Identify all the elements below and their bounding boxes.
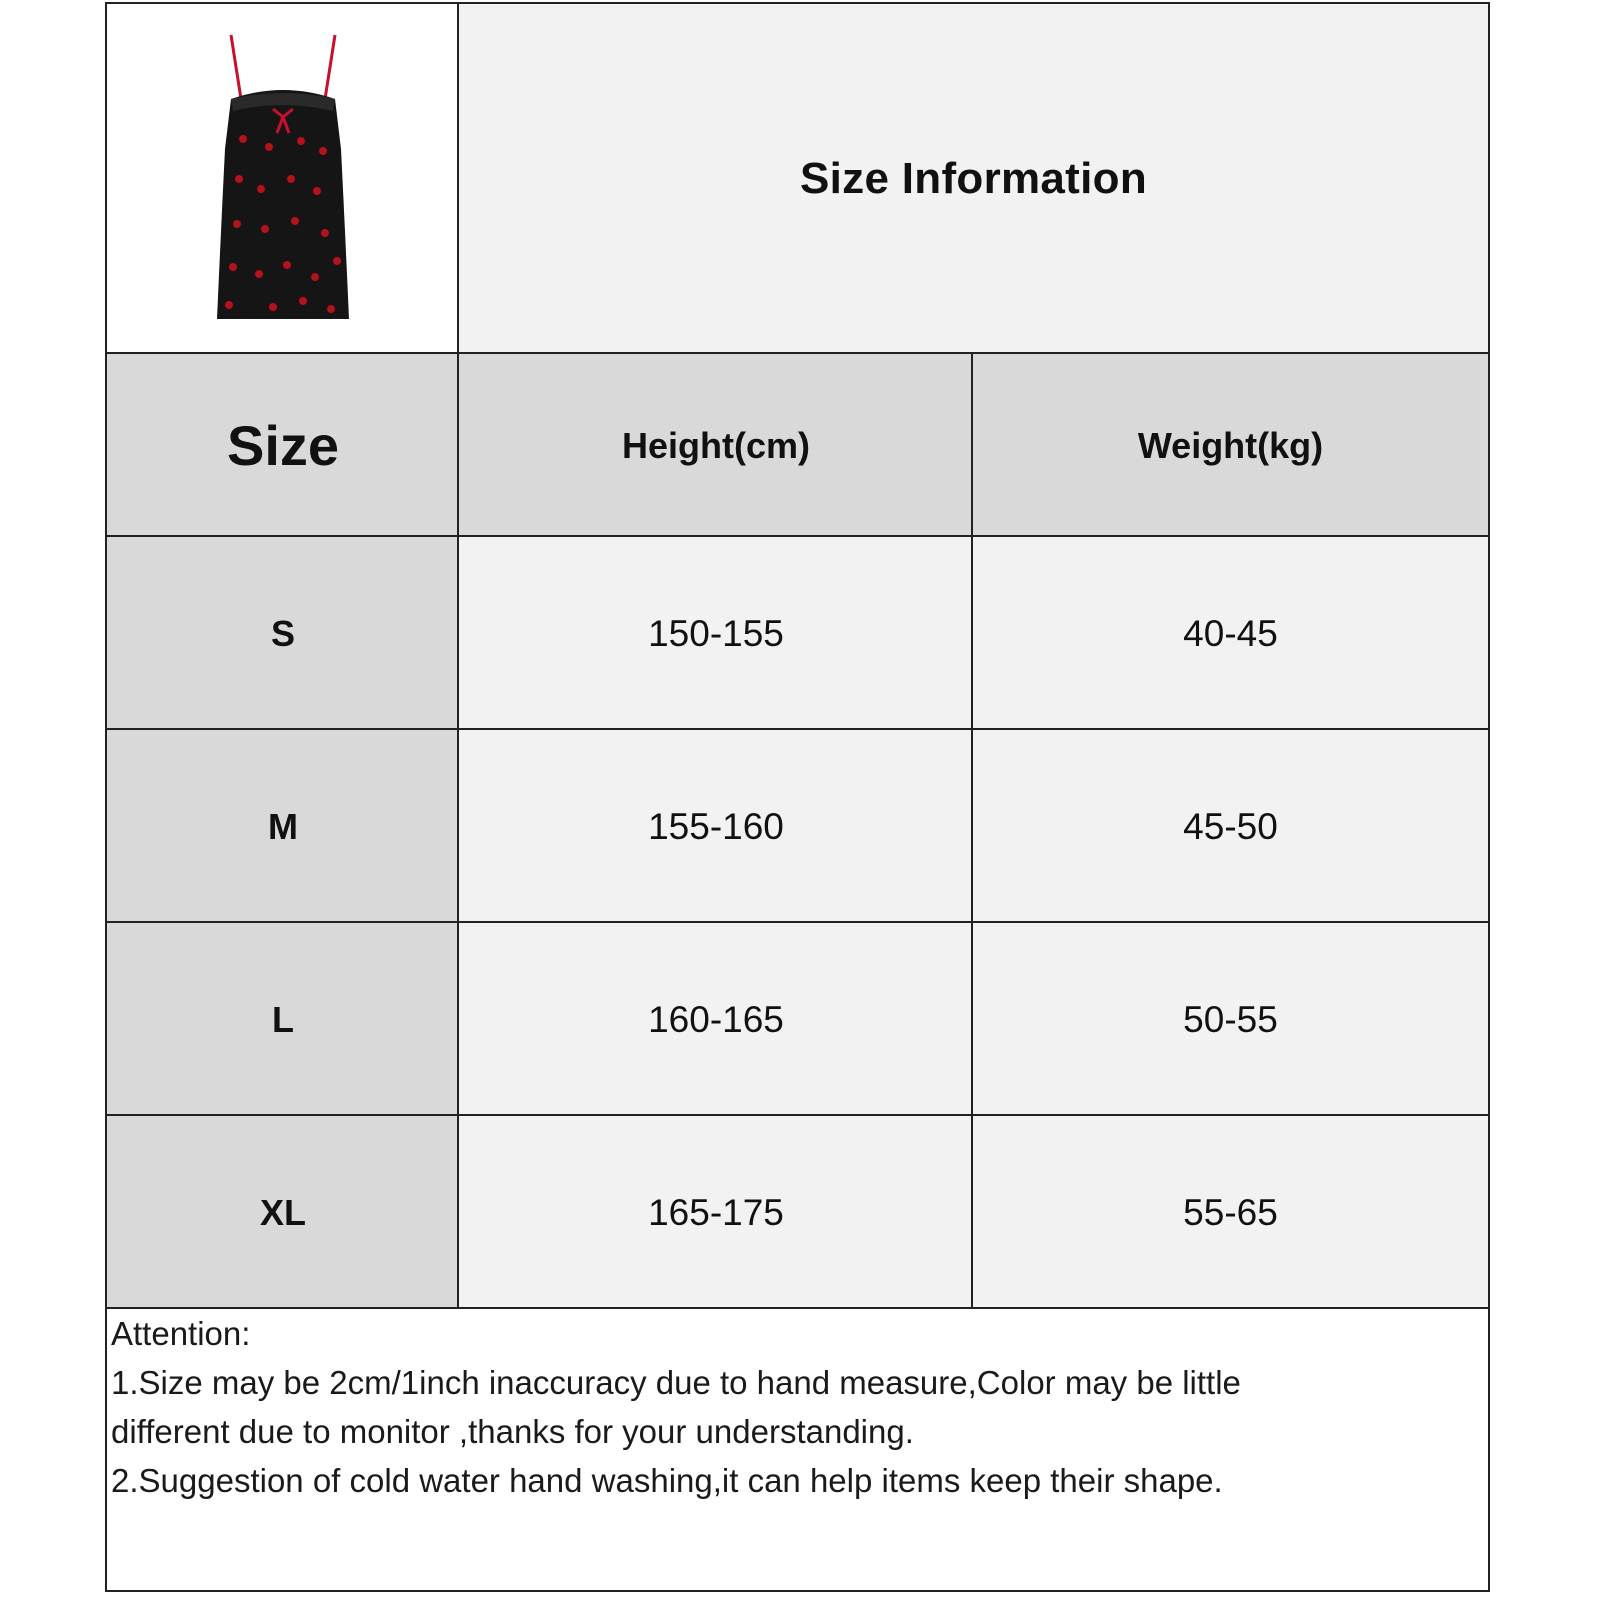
banner-title: Size Information	[459, 4, 1488, 354]
row-height: 165-175	[459, 1116, 973, 1309]
row-size: L	[107, 923, 459, 1116]
grid-line	[457, 4, 459, 1307]
attention-line: 2.Suggestion of cold water hand washing,it can help items keep their shape.	[111, 1462, 1223, 1499]
grid-line	[107, 352, 1488, 354]
attention-line: 1.Size may be 2cm/1inch inaccuracy due to hand measure,Color may be little	[111, 1364, 1241, 1401]
attention-line: different due to monitor ,thanks for your understanding.	[111, 1413, 914, 1450]
row-weight: 55-65	[973, 1116, 1488, 1309]
product-image-cell	[107, 4, 459, 354]
row-weight: 40-45	[973, 537, 1488, 730]
grid-line	[107, 728, 1488, 730]
row-weight: 45-50	[973, 730, 1488, 923]
size-chart	[105, 2, 1490, 1592]
row-height: 155-160	[459, 730, 973, 923]
attention-note	[111, 1309, 1478, 1505]
row-size: S	[107, 537, 459, 730]
grid-line	[971, 354, 973, 1307]
row-height: 150-155	[459, 537, 973, 730]
row-size: M	[107, 730, 459, 923]
grid-line	[107, 1114, 1488, 1116]
row-size: XL	[107, 1116, 459, 1309]
grid-line	[107, 921, 1488, 923]
grid-line	[107, 535, 1488, 537]
row-height: 160-165	[459, 923, 973, 1116]
attention-heading: Attention:	[111, 1315, 251, 1352]
dress-image	[203, 29, 363, 329]
header-weight: Weight(kg)	[973, 354, 1488, 537]
header-height: Height(cm)	[459, 354, 973, 537]
header-size: Size	[107, 354, 459, 537]
row-weight: 50-55	[973, 923, 1488, 1116]
